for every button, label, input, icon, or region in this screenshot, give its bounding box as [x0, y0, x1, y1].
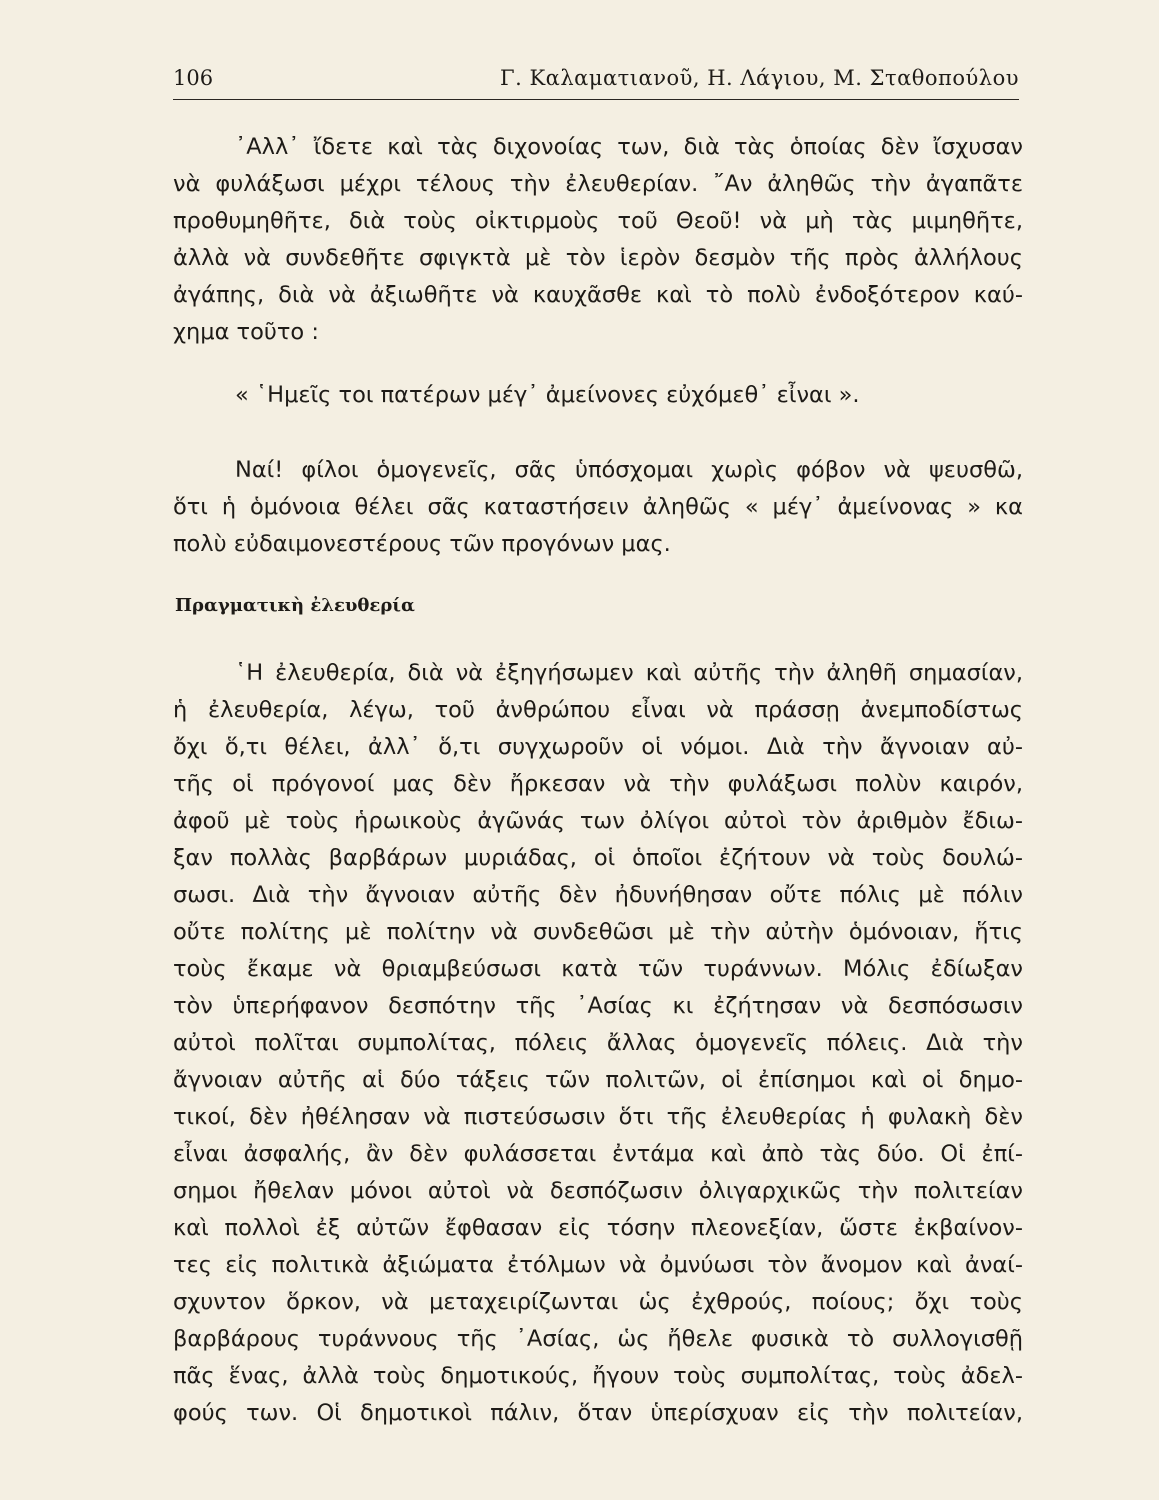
running-head: Γ. Καλαματιανοῦ, Η. Λάγιου, Μ. Σταθοπούλου — [500, 66, 1019, 90]
text-line: τικοί, δὲν ἠθέλησαν νὰ πιστεύσωσιν ὅτι τῆς ἐλευθερίας ἡ φυλακὴ δὲν — [173, 1104, 1023, 1130]
text-line: τες εἰς πολιτικὰ ἀξιώματα ἐτόλμων νὰ ὀμνύωσι τὸν ἄνομον καὶ ἀναί- — [173, 1252, 1023, 1278]
text-line: οὔτε πολίτης μὲ πολίτην νὰ συνδεθῶσι μὲ τὴν αὐτὴν ὁμόνοιαν, ἥτις — [173, 919, 1023, 945]
text-line: ἡ ἐλευθερία, λέγω, τοῦ ἀνθρώπου εἶναι νὰ πράσσῃ ἀνεμποδίστως — [173, 697, 1023, 723]
header-rule — [173, 99, 1019, 100]
text-line: βαρβάρους τυράννους τῆς ᾿Ασίας, ὡς ἤθελε φυσικὰ τὸ συλλογισθῇ — [173, 1326, 1023, 1352]
text-line: ἀφοῦ μὲ τοὺς ἡρωικοὺς ἀγῶνάς των ὀλίγοι αὐτοὶ τὸν ἀριθμὸν ἔδιω- — [173, 808, 1023, 834]
text-line: ῾Η ἐλευθερία, διὰ νὰ ἐξηγήσωμεν καὶ αὐτῆς τὴν ἀληθῆ σημασίαν, — [235, 660, 1023, 686]
text-line: φούς των. Οἱ δημοτικοὶ πάλιν, ὅταν ὑπερίσχυαν εἰς τὴν πολιτείαν, — [173, 1400, 1023, 1426]
text-line: ἄγνοιαν αὐτῆς αἱ δύο τάξεις τῶν πολιτῶν, οἱ ἐπίσημοι καὶ οἱ δημο- — [173, 1067, 1023, 1093]
text-line: τὸν ὑπερήφανον δεσπότην τῆς ᾿Ασίας κι ἐζήτησαν νὰ δεσπόσωσιν — [173, 993, 1023, 1019]
text-line: εἶναι ἀσφαλής, ἂν δὲν φυλάσσεται ἐντάμα καὶ ἀπὸ τὰς δύο. Οἱ ἐπί- — [173, 1141, 1023, 1167]
text-line: πᾶς ἕνας, ἀλλὰ τοὺς δημοτικούς, ἤγουν τοὺς συμπολίτας, τοὺς ἀδελ- — [173, 1363, 1023, 1389]
section-heading: Πραγματικὴ ἐλευθερία — [175, 595, 415, 616]
page-number: 106 — [173, 66, 214, 90]
text-line: ἀγάπης, διὰ νὰ ἀξιωθῆτε νὰ καυχᾶσθε καὶ τὸ πολὺ ἐνδοξότερον καύ- — [173, 282, 1023, 308]
text-line: καὶ πολλοὶ ἐξ αὐτῶν ἔφθασαν εἰς τόσην πλεονεξίαν, ὥστε ἐκβαίνον- — [173, 1215, 1023, 1241]
text-line: σωσι. Διὰ τὴν ἄγνοιαν αὐτῆς δὲν ἠδυνήθησαν οὔτε πόλις μὲ πόλιν — [173, 882, 1023, 908]
page-header — [173, 62, 1019, 96]
text-line: αὐτοὶ πολῖται συμπολίτας, πόλεις ἄλλας ὁμογενεῖς πόλεις. Διὰ τὴν — [173, 1030, 1023, 1056]
quotation: « ῾Ημεῖς τοι πατέρων μέγ᾿ ἀμείνονες εὐχόμεθ᾿ εἶναι ». — [235, 382, 860, 408]
text-line: ᾿Αλλ᾿ ἴδετε καὶ τὰς διχονοίας των, διὰ τὰς ὁποίας δὲν ἴσχυσαν — [235, 134, 1023, 160]
text-line: νὰ φυλάξωσι μέχρι τέλους τὴν ἐλευθερίαν. ῎Αν ἀληθῶς τὴν ἀγαπᾶτε — [173, 171, 1023, 197]
text-line: προθυμηθῆτε, διὰ τοὺς οἰκτιρμοὺς τοῦ Θεοῦ! νὰ μὴ τὰς μιμηθῆτε, — [173, 208, 1023, 234]
text-line: ἀλλὰ νὰ συνδεθῆτε σφιγκτὰ μὲ τὸν ἱερὸν δεσμὸν τῆς πρὸς ἀλλήλους — [173, 245, 1023, 271]
text-line: χημα τοῦτο : — [173, 319, 319, 345]
text-line: σχυντον ὅρκον, νὰ μεταχειρίζωνται ὡς ἐχθρούς, ποίους; ὄχι τοὺς — [173, 1289, 1023, 1315]
text-line: σημοι ἤθελαν μόνοι αὐτοὶ νὰ δεσπόζωσιν ὀλιγαρχικῶς τὴν πολιτείαν — [173, 1178, 1023, 1204]
text-line: ὅτι ἡ ὁμόνοια θέλει σᾶς καταστήσειν ἀληθῶς « μέγ᾿ ἀμείνονας » κα — [173, 494, 1023, 520]
text-line: ξαν πολλὰς βαρβάρων μυριάδας, οἱ ὁποῖοι ἐζήτουν νὰ τοὺς δουλώ- — [173, 845, 1023, 871]
text-line: ὄχι ὅ,τι θέλει, ἀλλ᾿ ὅ,τι συγχωροῦν οἱ νόμοι. Διὰ τὴν ἄγνοιαν αὐ- — [173, 734, 1023, 760]
text-line: πολὺ εὐδαιμονεστέρους τῶν προγόνων μας. — [173, 531, 671, 557]
text-line: τῆς οἱ πρόγονοί μας δὲν ἤρκεσαν νὰ τὴν φυλάξωσι πολὺν καιρόν, — [173, 771, 1023, 797]
text-line: Ναί! φίλοι ὁμογενεῖς, σᾶς ὑπόσχομαι χωρὶς φόβον νὰ ψευσθῶ, — [235, 457, 1023, 483]
text-line: τοὺς ἔκαμε νὰ θριαμβεύσωσι κατὰ τῶν τυράννων. Μόλις ἐδίωξαν — [173, 956, 1023, 982]
